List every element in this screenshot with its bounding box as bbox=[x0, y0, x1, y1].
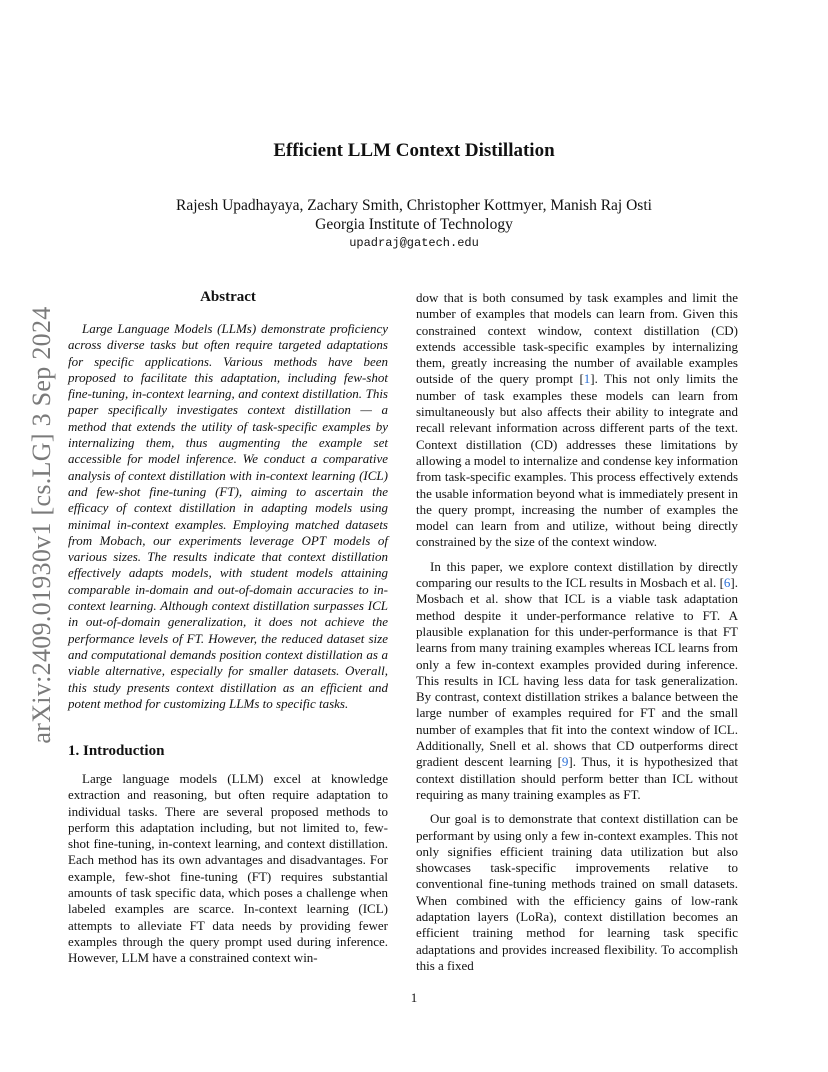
intro-paragraph-2: In this paper, we explore context distillation by directly comparing our results to the ICL results in Mosbach et al. [6]. Mosbach et al. show that ICL is a viable task adaptation method despite it under-performance relative to FT. A plausible explanation for this under-performance is that FT learns from many training examples whereas ICL learns from only a few in-context examples provided during inference. This results in ICL having less data for task generalization. By contrast, context distillation strikes a balance between the large number of examples required for FT and the small number of examples that fit into the context window of ICL. Additionally, Snell et al. shows that CD outperforms direct gradient descent learning [9]. Thus, it is hypothesized that context distillation should perform better than ICL without requiring as many training examples as FT. bbox=[416, 558, 738, 802]
intro-paragraph-1: Large language models (LLM) excel at knowledge extraction and reasoning, but often require adaptation to individual tasks. There are several proposed methods to perform this adaptation including, but not limited to, few-shot fine-tuning, in-context learning, and context distillation. Each method has its own advantages and disadvantages. For example, few-shot fine-tuning (FT) requires substantial amounts of task specific data, which poses a challenge when labeled examples are scarce. In-context learning (ICL) attempts to alleviate FT data needs by providing fewer examples through the query prompt used during inference. However, LLM have a constrained context win- bbox=[68, 771, 388, 966]
citation-link[interactable]: 6 bbox=[723, 575, 731, 591]
citation-link[interactable]: 9 bbox=[561, 754, 569, 770]
abstract-text: Large Language Models (LLMs) demonstrate proficiency across diverse tasks but often require targeted adaptations for specific applications. Various methods have been proposed to facilitate this adaptation, including few-shot fine-tuning, in-context learning, and context distillation. This paper specifically investigates context distillation — a method that extends the utility of task-specific examples by internalizing them, thus augmenting the example set accessible for model inference. We conduct a comparative analysis of context distillation with in-context learning (ICL) and few-shot fine-tuning (FT), aiming to ascertain the efficacy of context distillation in adapting models using minimal in-context examples. Employing matched datasets from Mobach, our experiments leverage OPT models of various sizes. The results indicate that context distillation effectively adapts models, with student models attaining comparable in-domain and out-of-domain accuracies to in-context learning. Although context distillation surpasses ICL in out-of-domain generalization, it does not achieve the performance levels of FT. However, the reduced dataset size and computational demands position context distillation as a viable alternative, especially for smaller datasets. Overall, this study presents context distillation as an efficient and potent method for customizing LLMs to specific tasks. bbox=[68, 321, 388, 711]
arxiv-identifier: arXiv:2409.01930v1 [cs.LG] 3 Sep 2024 bbox=[27, 305, 56, 744]
right-column bbox=[416, 290, 738, 974]
page-number: 1 bbox=[410, 990, 418, 1005]
abstract-heading: Abstract bbox=[200, 289, 256, 305]
contact-email: upadraj@gatech.edu bbox=[349, 236, 479, 250]
arxiv-side-label bbox=[20, 292, 64, 757]
intro-paragraph-3: Our goal is to demonstrate that context distillation can be performant by using only a few in-context examples. This not only signifies efficient training data utilization but also showcases task-specific improvements relative to conventional fine-tuning methods trained on small datasets. When combined with the efficiency gains of low-rank adaptation layers (LoRa), context distillation becomes an efficient training method for learning task specific adaptations and provides increased flexibility. To accomplish this a fixed bbox=[416, 811, 738, 973]
paper-title: Efficient LLM Context Distillation bbox=[273, 140, 555, 161]
author-block bbox=[0, 196, 828, 234]
intro-paragraph-1-continued: dow that is both consumed by task examples and limit the number of examples that models can learn from. Given this constrained context window, context distillation (CD) extends accessible task-specific examples by internalizing them, greatly increasing the number of available examples outside of the query prompt [1]. This not only limits the number of task examples these models can learn from simultaneously but also affects their ability to integrate and recall relevant information across different parts of the text. Context distillation (CD) addresses these limitations by allowing a model to internalize and condense key information from task-specific examples. This process effectively extends the usable information beyond what is immediately present in the query prompt, increasing the number of examples the model can learn from and utilize, without being directly constrained by the size of the context window. bbox=[416, 290, 739, 550]
author-names: Rajesh Upadhayaya, Zachary Smith, Christopher Kottmyer, Manish Raj Osti bbox=[176, 197, 652, 214]
citation-link[interactable]: 1 bbox=[583, 371, 591, 387]
section-heading-introduction: 1. Introduction bbox=[68, 743, 165, 759]
affiliation: Georgia Institute of Technology bbox=[315, 216, 513, 233]
